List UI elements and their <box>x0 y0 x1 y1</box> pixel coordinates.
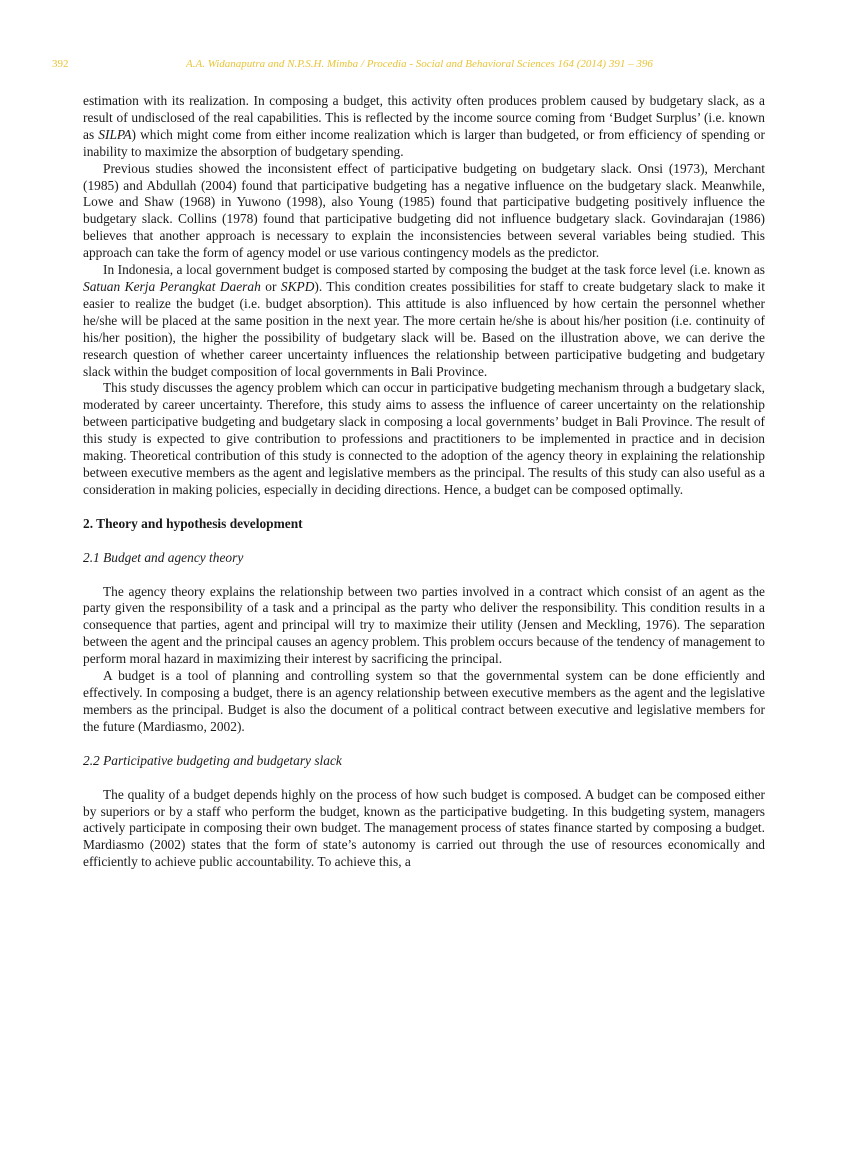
section-heading-2: 2. Theory and hypothesis development <box>83 515 303 531</box>
paragraph-previous-studies: Previous studies showed the inconsistent effect of participative budgeting on budgetary slack. Onsi (1973), Merchant (1985) and Abdullah (2004) found that participative budgeting has a negative influence on the budgetary slack. Meanwhile, Lowe and Shaw (1968) in Yuwono (1998), also Young (1985) found that participative budgeting positively influence the budgetary slack. Collins (1978) found that participative budgeting did not influence budgetary slack. Govindarajan (1986) believes that another approach is necessary to explain the inconsistencies between several variables being studied. This approach can take the form of agency model or use various contingency models as the predictor. <box>83 160 765 261</box>
paragraph-budget-tool: A budget is a tool of planning and controlling system so that the governmental system can be done efficiently and effectively. In composing a budget, there is an agency relationship between executive members as the agent and the legislative members as the principal. Budget is also the document of a political contract between executive and legislative members for the future (Mardiasmo, 2002). <box>83 668 765 734</box>
paragraph-intro-continuation: estimation with its realization. In composing a budget, this activity often produces problem caused by budgetary slack, as a result of undisclosed of the real capabilities. This is reflected by the income source coming from ‘Budget Surplus’ (i.e. known as SILPA) which might come from either income realization which is larger than budgeted, or from efficiency of spending or inability to maximize the absorption of budgetary spending. <box>83 93 765 159</box>
subsection-heading-2-2: 2.2 Participative budgeting and budgetary slack <box>83 752 342 768</box>
subsection-heading-2-1: 2.1 Budget and agency theory <box>83 549 244 565</box>
paragraph-agency-theory: The agency theory explains the relationship between two parties involved in a contract which consist of an agent as the party given the responsibility of a task and a principal as the party who deliver the responsibility. This condition results in a consequence that parties, agent and principal will try to maximize their utility (Jensen and Meckling, 1976). The separation between the agent and the principal causes an agency problem. This problem occurs because of the tendency of management to perform moral hazard in maximizing their interest by sacrificing the principal. <box>83 583 765 667</box>
silpa-term: SILPA <box>98 126 132 142</box>
page-number: 392 <box>52 58 69 70</box>
skpd-full-term: Satuan Kerja Perangkat Daerah <box>83 278 261 294</box>
article-body <box>83 93 765 871</box>
skpd-term: SKPD <box>280 278 315 294</box>
paragraph-indonesia: In Indonesia, a local government budget is composed started by composing the budget at the task force level (i.e. known as Satuan Kerja Perangkat Daerah or SKPD). This condition creates possibilities for staff to create budgetary slack to make it easier to realize the budget (i.e. budget absorption). This attitude is also influenced by how certain the personnel whether he/she will be placed at the same position in the next year. The more certain he/she is about his/her position (i.e. continuity of his/her position), the higher the possibility of budgetary slack will be. Based on the illustration above, we can derive the research question of whether career uncertainty influences the relationship between participative budgeting and budgetary slack within the budget composition of local governments in Bali Province. <box>83 262 765 379</box>
paragraph-study-aims: This study discusses the agency problem which can occur in participative budgeting mechanism through a budgetary slack, moderated by career uncertainty. Therefore, this study aims to assess the influence of career uncertainty on the relationship between participative budgeting and budgetary slack in composing a local governments’ budget in Bali Province. The result of this study is expected to give contribution to professions and practitioners to be implemented in practice and in decision making. Theoretical contribution of this study is connected to the adoption of the agency theory in explaining the relationship between executive members as the agent and legislative members as the principal. The results of this study can also useful as a consideration in making policies, especially in deciding directions. Hence, a budget can be composed optimally. <box>83 380 765 497</box>
header-citation: A.A. Widanaputra and N.P.S.H. Mimba / Procedia - Social and Behavioral Sciences 164 (2014) 391 – 396 <box>186 58 653 70</box>
paragraph-budget-quality: The quality of a budget depends highly on the process of how such budget is composed. A budget can be composed either by superiors or by a staff who perform the budget, known as the participative budgeting. In this budgeting system, managers actively participate in composing their own budget. The management process of states finance started by composing a budget. Mardiasmo (2002) states that the form of state’s autonomy is carried out through the use of resources economically and efficiently to achieve public accountability. To achieve this, a <box>83 786 765 870</box>
